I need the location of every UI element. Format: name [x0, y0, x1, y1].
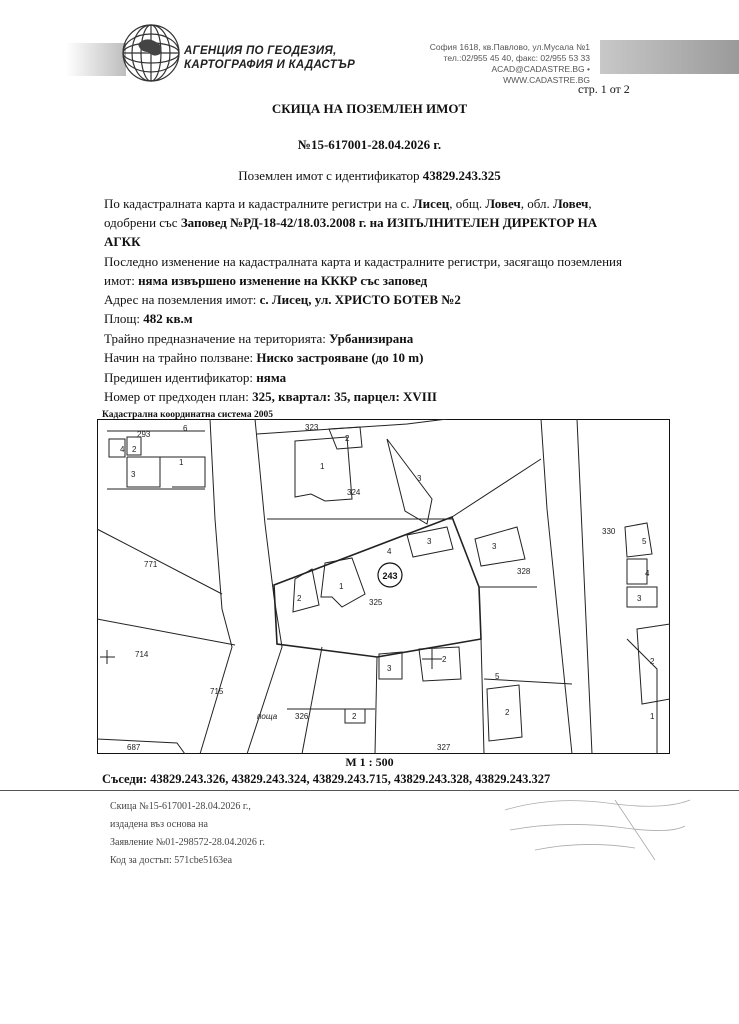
map-label-bldg-2c: 2 [297, 594, 302, 603]
map-text: По кадастралната карта и кадастралните регистри на с. [104, 196, 410, 211]
change-value: няма извършено изменение на КККР със заповед [138, 273, 428, 288]
map-label-bldg-3e: 3 [387, 664, 392, 673]
map-scale: М 1 : 500 [345, 755, 394, 769]
agency-globe-logo [120, 22, 182, 84]
map-label-324: 324 [347, 488, 361, 497]
map-label-328: 328 [517, 567, 531, 576]
approval-line [104, 213, 649, 232]
map-label-bldg-4h: 4 [645, 569, 650, 578]
municipality: Ловеч [485, 196, 521, 211]
approved-value: Заповед №РД-18-42/18.03.2008 г. на ИЗПЪЛНИТЕЛЕН ДИРЕКТОР НА [180, 215, 598, 230]
usage-value: Ниско застрояване (до 10 m) [256, 350, 424, 365]
map-label-715: 715 [210, 687, 224, 696]
map-label-bldg-1h: 1 [650, 712, 655, 721]
address-line [104, 290, 649, 309]
map-label-bldg-4c: 4 [387, 547, 392, 556]
address-value: с. Лисец, ул. ХРИСТО БОТЕВ №2 [259, 292, 461, 307]
map-label-bldg-3b: 3 [417, 474, 422, 483]
map-label-posta: поща [257, 712, 278, 721]
map-label-bldg-2b: 2 [345, 434, 350, 443]
map-label-714: 714 [135, 650, 149, 659]
map-label-bldg-2h: 2 [650, 657, 655, 666]
area-value: 482 кв.м [143, 311, 193, 326]
purpose-line [104, 329, 649, 348]
region: Ловеч [553, 196, 589, 211]
change-line: Последно изменение на кадастралната карта и кадастралните регистри, засягащо поземления [104, 254, 622, 269]
footer-line-1: Скица №15-617001-28.04.2026 г., [110, 801, 251, 812]
map-label-325: 325 [369, 598, 383, 607]
map-label-330: 330 [602, 527, 616, 536]
page-number: стр. 1 от 2 [578, 82, 630, 96]
map-label-bldg-2f: 2 [505, 708, 510, 717]
address-label: Адрес на поземления имот: [104, 292, 257, 307]
plan-line [104, 387, 649, 406]
map-label-327: 327 [437, 743, 451, 752]
footer-line-3: Заявление №01-298572-28.04.2026 г. [110, 837, 265, 848]
identifier-label: Поземлен имот с идентификатор [238, 168, 420, 183]
previous-id-line [104, 368, 649, 387]
change-line-2 [104, 271, 649, 290]
map-label-bldg-5f: 5 [495, 672, 500, 681]
map-text-3: , обл. [520, 196, 550, 211]
map-label-243: 243 [382, 571, 398, 581]
purpose-value: Урбанизирана [329, 331, 414, 346]
map-label-bldg-1b: 1 [320, 462, 325, 471]
approval-line-2 [104, 232, 649, 251]
area-label: Площ: [104, 311, 140, 326]
agency-web: ACAD@CADASTRE.BG • WWW.CADASTRE.BG [491, 64, 590, 85]
map-label-bldg-4a: 4 [120, 445, 125, 454]
map-label-687: 687 [127, 743, 141, 752]
agency-address: София 1618, кв.Павлово, ул.Мусала №1 [429, 42, 590, 52]
identifier-value: 43829.243.325 [422, 168, 501, 183]
map-label-bldg-3h: 3 [637, 594, 642, 603]
map-label-bldg-2g: 2 [352, 712, 357, 721]
map-label-293: 293 [137, 430, 151, 439]
map-label-bldg-3d: 3 [492, 542, 497, 551]
map-label-bldg-1c: 1 [339, 582, 344, 591]
cadastral-sketch-map [97, 419, 670, 754]
map-label-bldg-1a: 1 [179, 458, 184, 467]
map-label-bldg-5h: 5 [642, 537, 647, 546]
area-line [104, 309, 649, 328]
map-label-323: 323 [305, 423, 319, 432]
village: Лисец [412, 196, 450, 211]
map-label-771: 771 [144, 560, 158, 569]
change-label: имот: [104, 273, 135, 288]
prev-label: Предишен идентификатор: [104, 370, 254, 385]
map-label-bldg-3c: 3 [427, 537, 432, 546]
plan-label: Номер от предходен план: [104, 389, 249, 404]
map-label-bldg-2a: 2 [132, 445, 137, 454]
agency-phone: тел.:02/955 45 40, факс: 02/955 53 33 [443, 53, 590, 63]
map-label-6: 6 [183, 424, 188, 433]
approved-value-2: АГКК [104, 234, 141, 249]
prev-value: няма [256, 370, 287, 385]
footer-line-2: издадена въз основа на [110, 819, 208, 830]
usage-label: Начин на трайно ползване: [104, 350, 254, 365]
purpose-label: Трайно предназначение на територията: [104, 331, 326, 346]
map-label-bldg-2e: 2 [442, 655, 447, 664]
stamp-mark [495, 790, 695, 870]
agency-name-line2: КАРТОГРАФИЯ И КАДАСТЪР [184, 59, 356, 71]
map-caption: Кадастрална координатна система 2005 [102, 410, 273, 420]
cadastral-map-line [104, 194, 649, 213]
map-text-4: , [588, 196, 592, 211]
approved-label: одобрени със [104, 215, 178, 230]
footer-info [110, 798, 265, 870]
map-label-326: 326 [295, 712, 309, 721]
footer-line-4: Код за достъп: 571cbe5163ea [110, 855, 233, 866]
map-text-2: , общ. [449, 196, 483, 211]
plan-value: 325, квартал: 35, парцел: XVIII [252, 389, 437, 404]
map-label-bldg-3a: 3 [131, 470, 136, 479]
document-number: №15-617001-28.04.2026 г. [297, 137, 442, 152]
agency-name [184, 44, 355, 72]
header-gradient-right [600, 40, 739, 74]
property-identifier [0, 168, 739, 184]
usage-line [104, 348, 649, 367]
document-title: СКИЦА НА ПОЗЕМЛЕН ИМОТ [271, 101, 468, 116]
neighbors: Съседи: 43829.243.326, 43829.243.324, 43829.243.715, 43829.243.328, 43829.243.327 [102, 772, 551, 786]
agency-contact [414, 42, 590, 86]
agency-name-line1: АГЕНЦИЯ ПО ГЕОДЕЗИЯ, [184, 45, 337, 57]
header-gradient-left [66, 43, 126, 76]
